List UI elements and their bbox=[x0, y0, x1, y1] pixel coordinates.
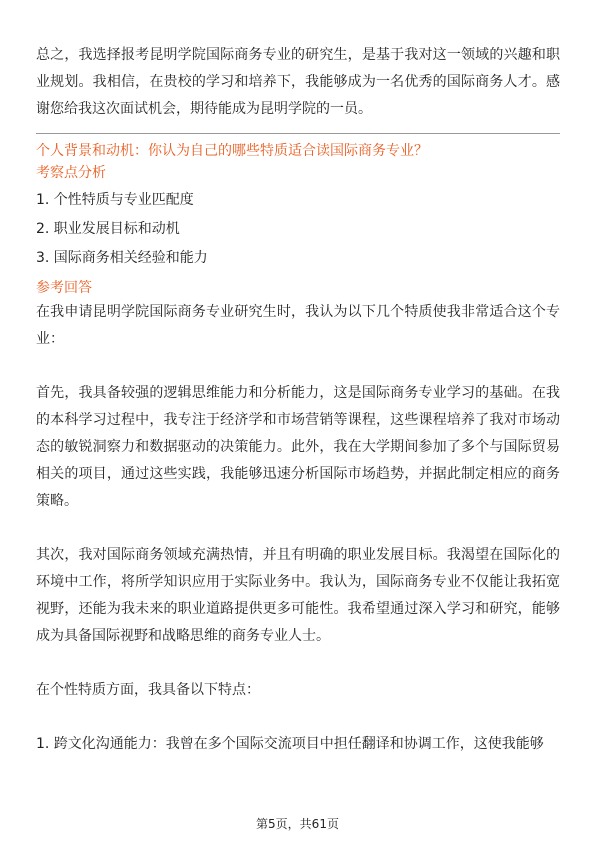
interview-question: 个人背景和动机：你认为自己的哪些特质适合读国际商务专业？ bbox=[36, 143, 428, 159]
answer-label: 参考回答 bbox=[36, 280, 92, 296]
document-page bbox=[36, 42, 560, 758]
paragraph-gap bbox=[36, 704, 560, 731]
answer-paragraph: 1. 跨文化沟通能力：我曾在多个国际交流项目中担任翻译和协调工作，这使我能够 bbox=[36, 736, 544, 752]
analysis-label: 考察点分析 bbox=[36, 165, 106, 181]
answer-paragraph: 在个性特质方面，我具备以下特点： bbox=[36, 682, 260, 698]
answer-paragraph: 首先，我具备较强的逻辑思维能力和分析能力，这是国际商务专业学习的基础。在我的本科学习过程中，我专注于经济学和市场营销等课程，这些课程培养了我对市场动态的敏锐洞察力和数据驱动的决策能力。此外，我在大学期间参加了多个与国际贸易相关的项目，通过这些实践，我能够迅速分析国际市场趋势，并据此制定相应的商务策略。 bbox=[36, 385, 560, 509]
analysis-point: 2. 职业发展目标和动机 bbox=[36, 221, 180, 237]
analysis-point: 3. 国际商务相关经验和能力 bbox=[36, 250, 208, 266]
intro-paragraph: 总之，我选择报考昆明学院国际商务专业的研究生，是基于我对这一领域的兴趣和职业规划。我相信，在贵校的学习和培养下，我能够成为一名优秀的国际商务人才。感谢您给我这次面试机会，期待能成为昆明学院的一员。 bbox=[36, 47, 560, 117]
paragraph-gap bbox=[36, 650, 560, 677]
paragraph-gap bbox=[36, 515, 560, 542]
answer-paragraph: 其次，我对国际商务领域充满热情，并且有明确的职业发展目标。我渴望在国际化的环境中工作，将所学知识应用于实际业务中。我认为，国际商务专业不仅能让我拓宽视野，还能为我未来的职业道路提供更多可能性。我希望通过深入学习和研究，能够成为具备国际视野和战略思维的商务专业人士。 bbox=[36, 547, 560, 644]
answer-paragraph: 在我申请昆明学院国际商务专业研究生时，我认为以下几个特质使我非常适合这个专业： bbox=[36, 304, 560, 347]
analysis-point: 1. 个性特质与专业匹配度 bbox=[36, 192, 194, 208]
page-number-footer: 第5页，共61页 bbox=[256, 817, 339, 831]
section-divider bbox=[36, 133, 560, 134]
analysis-points-list bbox=[36, 186, 560, 273]
paragraph-gap bbox=[36, 353, 560, 380]
